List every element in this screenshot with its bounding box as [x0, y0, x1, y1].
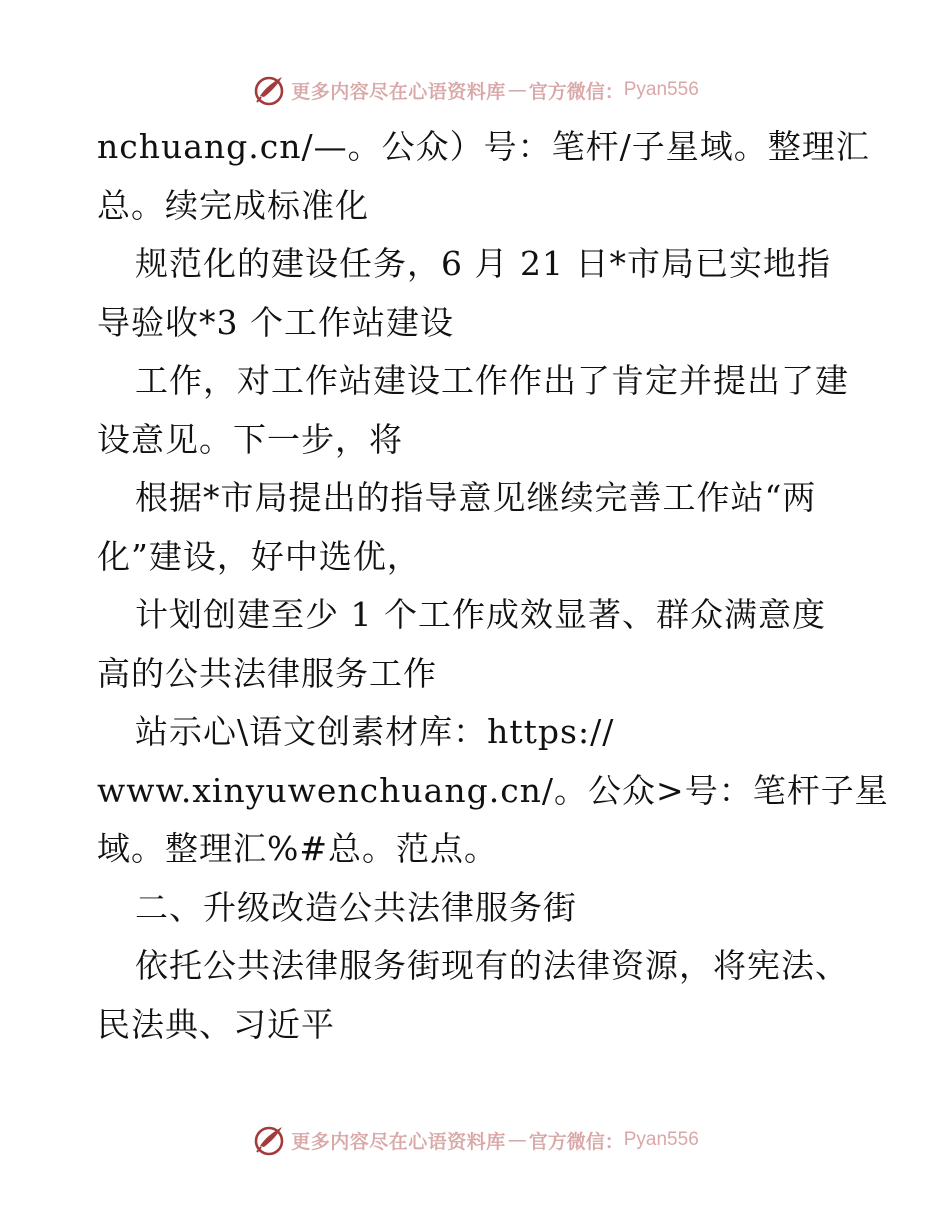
banner-wechat-label: 官方微信：: [528, 1130, 624, 1153]
banner-text: 更多内容尽在心语资料库: [291, 1130, 506, 1153]
body-line: 依托公共法律服务街现有的法律资源，将宪法、: [135, 946, 849, 985]
banner-wechat-id: Pyan556: [623, 1129, 699, 1150]
section-heading: 二、升级改造公共法律服务街: [135, 887, 577, 927]
body-line: www.xinyuwenchuang.cn/。公众>号：笔杆子星: [97, 770, 889, 810]
banner-separator: —: [507, 1129, 527, 1151]
header-banner: [0, 70, 950, 110]
body-line: 工作，对工作站建设工作作出了肯定并提出了建: [135, 361, 849, 400]
body-line: 站示心\语文创素材库：https://: [135, 712, 615, 751]
body-line: 计划创建至少 1 个工作成效显著、群众满意度: [135, 595, 826, 634]
body-line: 民法典、习近平: [97, 1004, 335, 1044]
banner-wechat-id: Pyan556: [623, 79, 699, 100]
banner-text: 更多内容尽在心语资料库: [291, 80, 506, 103]
body-line: 高的公共法律服务工作: [97, 653, 437, 693]
quill-seal-icon: [251, 72, 287, 108]
body-line: 总。续完成标准化: [97, 185, 369, 225]
body-line: 设意见。下一步，将: [97, 419, 403, 459]
quill-seal-icon: [251, 1122, 287, 1158]
body-line: 化”建设，好中选优，: [97, 536, 421, 576]
body-line: nchuang.cn/—。公众）号：笔杆/子星域。整理汇: [97, 127, 870, 166]
banner-separator: —: [507, 79, 527, 101]
body-line: 导验收*3 个工作站建设: [97, 302, 454, 342]
document-body: [97, 118, 889, 1054]
footer-banner: [0, 1120, 950, 1160]
body-line: 根据*市局提出的指导意见继续完善工作站“两: [135, 478, 817, 517]
body-line: 规范化的建设任务，6 月 21 日*市局已实地指: [135, 244, 831, 283]
banner-wechat-label: 官方微信：: [528, 80, 624, 103]
body-line: 域。整理汇%#总。范点。: [97, 829, 499, 868]
